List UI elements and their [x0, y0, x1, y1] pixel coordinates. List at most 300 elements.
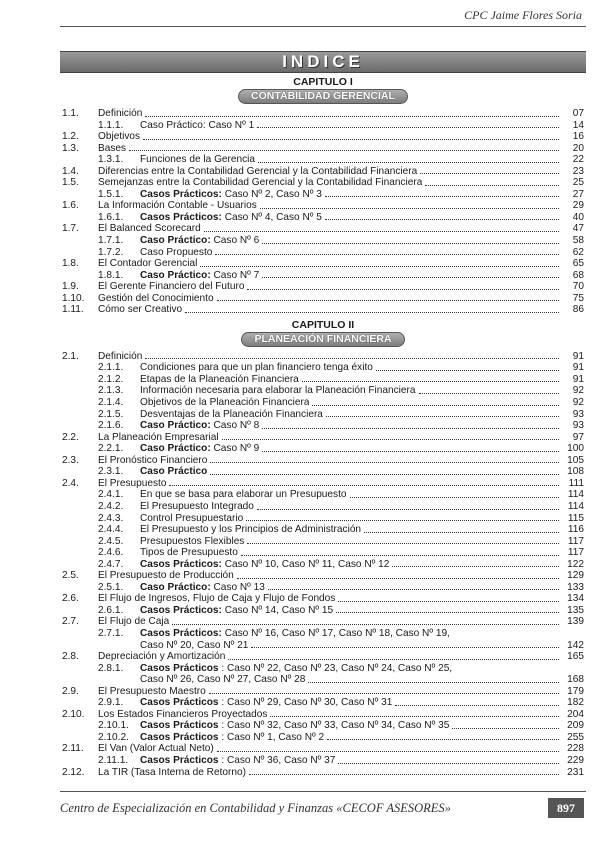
toc-entry-title	[140, 489, 347, 501]
dot-leader	[338, 763, 559, 764]
toc-entry-title-part: Caso Nº 14, Caso Nº 15	[221, 604, 334, 616]
toc-entry-number: 2.6.1.	[98, 604, 124, 616]
index-banner	[60, 51, 586, 73]
toc-entry	[62, 697, 584, 709]
dot-leader	[204, 231, 559, 232]
toc-entry-title	[140, 362, 373, 374]
toc-entry	[62, 570, 584, 582]
toc-entry-title-part: Caso Nº 13	[210, 581, 265, 593]
toc-entry-page: 116	[567, 524, 584, 536]
toc-entry-title-part: Condiciones para que un plan financiero tenga éxito	[140, 362, 373, 374]
toc-entry-continuation-text: Caso Nº 26, Caso Nº 27, Caso Nº 28	[140, 674, 306, 686]
dot-leader	[260, 208, 559, 209]
toc-entry-title-part: : Caso Nº 1, Caso Nº 2	[218, 731, 325, 743]
toc-entry-title	[140, 755, 335, 767]
toc-entry-page: 20	[572, 142, 584, 154]
dot-leader	[302, 381, 559, 382]
toc-entry-number: 2.3.1.	[98, 466, 124, 478]
toc-entry	[62, 686, 584, 698]
toc-entry-page: 25	[572, 177, 584, 189]
toc-entry-title-part: Información necesaria para elaborar la Planeación Financiera	[140, 385, 416, 397]
toc-entry	[62, 616, 584, 628]
toc-entry	[62, 651, 584, 663]
toc-entry-title	[98, 709, 267, 721]
toc-entry-title	[140, 385, 416, 397]
toc-entry	[62, 605, 584, 617]
toc-entry-title	[98, 478, 166, 490]
toc-entry-title	[140, 420, 259, 432]
toc-entry-page: 139	[567, 616, 584, 628]
chapter-2-title: PLANEACIÓN FINANCIERA	[241, 332, 404, 347]
toc-entry-page: 135	[567, 604, 584, 616]
toc-entry-number: 2.1.4.	[98, 397, 124, 409]
toc-entry-title	[98, 293, 214, 305]
toc-entry-title	[140, 247, 212, 259]
toc-entry	[62, 374, 584, 386]
dot-leader	[258, 162, 559, 163]
toc-entry-page: 111	[568, 477, 584, 489]
dot-leader	[228, 659, 559, 660]
toc-entry	[62, 709, 584, 721]
toc-entry-number: 2.8.1.	[98, 662, 124, 674]
toc-entry	[62, 293, 584, 305]
toc-entry-page: 47	[572, 223, 584, 235]
toc-entry	[62, 478, 584, 490]
toc-entry-title	[98, 570, 234, 582]
toc-entry-number: 2.4.3.	[98, 512, 124, 524]
dot-leader	[237, 578, 559, 579]
chapter-2-label: CAPITULO II	[291, 318, 355, 331]
toc-entry	[62, 743, 584, 755]
toc-entry	[62, 120, 584, 132]
dot-leader	[395, 705, 559, 706]
toc-entry-title	[98, 166, 417, 178]
toc-entry	[62, 720, 584, 732]
toc-entry-continuation	[62, 674, 584, 686]
toc-entry-page: 91	[572, 350, 584, 362]
toc-entry-title-part: Caso Nº 2, Caso Nº 3	[221, 188, 322, 200]
toc-entry-title-part: Objetivos	[98, 131, 141, 143]
toc-entry-page: 133	[567, 581, 584, 593]
toc-entry-title-part: Casos Prácticos:	[140, 558, 222, 570]
toc-entry-number: 2.1.1.	[98, 362, 124, 374]
dot-leader	[326, 416, 559, 417]
toc-entry-page: 142	[567, 639, 584, 651]
toc-entry-title-part: Caso Nº 16, Caso Nº 17, Caso Nº 18, Caso Nº 19,	[221, 627, 450, 639]
toc-entry-title	[140, 547, 238, 559]
toc-entry-page: 27	[572, 188, 584, 200]
toc-entry-number: 2.9.	[62, 685, 79, 697]
toc-entry	[62, 593, 584, 605]
toc-entry	[62, 189, 584, 201]
toc-entry	[62, 351, 584, 363]
toc-entry-title	[140, 524, 361, 536]
toc-entry-number: 1.8.	[62, 258, 79, 270]
dot-leader	[217, 300, 559, 301]
dot-leader	[308, 682, 559, 683]
toc-entry-title-part: El Presupuesto	[98, 477, 167, 489]
toc-entry-page: 91	[572, 362, 584, 374]
toc-entry-page: 22	[572, 154, 584, 166]
toc-entry-title	[98, 686, 206, 698]
toc-entry-title-part: Caso Nº 7	[210, 269, 260, 281]
toc-entry-title	[98, 651, 225, 663]
dot-leader	[312, 405, 559, 406]
toc-content	[62, 76, 584, 778]
toc-entry	[62, 397, 584, 409]
dot-leader	[222, 439, 559, 440]
toc-entry-page: 231	[567, 766, 584, 778]
toc-entry-title-part: El Gerente Financiero del Futuro	[98, 281, 245, 293]
toc-entry-title	[140, 374, 299, 386]
toc-entry	[62, 432, 584, 444]
toc-entry-page: 165	[567, 651, 584, 663]
toc-entry-number: 1.1.1.	[98, 119, 124, 131]
toc-entry-title-part: Diferencias entre la Contabilidad Gerencial y la Contabilidad Financiera	[98, 165, 418, 177]
toc-entry	[62, 409, 584, 421]
toc-entry-page: 91	[572, 373, 584, 385]
toc-entry-page: 255	[567, 731, 584, 743]
dot-leader	[215, 254, 559, 255]
toc-entry-title	[140, 513, 243, 525]
toc-entry-page: 07	[572, 108, 584, 119]
toc-entry-title	[98, 304, 182, 316]
dot-leader	[217, 751, 559, 752]
toc-entry-title-part: Definición	[98, 350, 143, 362]
toc-entry-page: 70	[572, 281, 584, 293]
toc-entry-title-part: Casos Prácticos	[140, 662, 219, 674]
toc-entry	[62, 732, 584, 744]
toc-entry-title	[140, 605, 333, 617]
toc-entry-title-part: El Flujo de Ingresos, Flujo de Caja y Flujo de Fondos	[98, 593, 336, 605]
toc-entry-title	[98, 351, 142, 363]
toc-entry-title-part: Presupuestos Flexibles	[140, 535, 245, 547]
dot-leader	[247, 289, 559, 290]
toc-entry	[62, 258, 584, 270]
toc-entry-number: 1.6.	[62, 200, 79, 212]
toc-entry	[62, 154, 584, 166]
toc-entry-page: 68	[572, 269, 584, 281]
toc-entry-title-part: El Presupuesto Maestro	[98, 685, 206, 697]
toc-entry-continuation-text: Caso Nº 20, Caso Nº 21	[140, 639, 249, 651]
toc-entry	[62, 628, 584, 640]
toc-entry-title-part: Bases	[98, 142, 127, 154]
toc-entry-title-part: Caso Práctico: Caso Nº 1	[140, 119, 255, 131]
toc-entry-number: 2.2.1.	[98, 443, 124, 455]
toc-entry-title-part: Casos Prácticos:	[140, 627, 222, 639]
toc-entry-number: 1.4.	[62, 165, 79, 177]
toc-entry-page: 93	[572, 420, 584, 432]
toc-entry	[62, 767, 584, 779]
toc-entry-title-part: Caso Propuesto	[140, 246, 213, 258]
toc-entry-page: 182	[567, 697, 584, 709]
toc-entry-title-part: Funciones de la Gerencia	[140, 154, 256, 166]
dot-leader	[169, 485, 559, 486]
toc-entry-title	[98, 177, 422, 189]
toc-entry-title	[140, 501, 254, 513]
toc-entry-title	[140, 466, 207, 478]
dot-leader	[262, 243, 559, 244]
toc-entry	[62, 143, 584, 155]
toc-entry-title-part: Caso Práctico:	[140, 443, 211, 455]
toc-entry-title	[140, 409, 323, 421]
dot-leader	[338, 601, 559, 602]
dot-leader	[425, 185, 559, 186]
toc-entry-title	[140, 189, 322, 201]
toc-entry-title	[98, 593, 335, 605]
dot-leader	[262, 451, 559, 452]
toc-entry-title-part: Cómo ser Creativo	[98, 304, 183, 316]
toc-entry-title-part: La Planeación Empresarial	[98, 431, 219, 443]
toc-entry-title	[140, 212, 322, 224]
toc-entry	[62, 455, 584, 467]
chapter-2-title-wrap	[62, 332, 584, 347]
dot-leader	[325, 196, 559, 197]
toc-entry-title-part: Caso Práctico:	[140, 581, 211, 593]
toc-entry-page: 92	[572, 385, 584, 397]
toc-entry-title	[140, 732, 324, 744]
chapter-1-label: CAPITULO I	[293, 76, 353, 88]
toc-entry	[62, 466, 584, 478]
toc-entry-page: 209	[567, 720, 584, 732]
toc-entry	[62, 235, 584, 247]
toc-entry-number: 2.7.1.	[98, 627, 124, 639]
toc-entry-title	[98, 616, 169, 628]
toc-entry-title-part: Caso Nº 4, Caso Nº 5	[221, 211, 322, 223]
toc-entry-title	[98, 131, 140, 143]
toc-entry-number: 2.1.6.	[98, 420, 124, 432]
toc-entry	[62, 223, 584, 235]
toc-entry-title	[98, 432, 219, 444]
dot-leader	[392, 566, 559, 567]
toc-entry-title	[140, 443, 259, 455]
toc-entry-number: 2.7.	[62, 616, 79, 628]
toc-entry-number: 1.5.	[62, 177, 79, 189]
toc-entry-number: 1.3.1.	[98, 154, 124, 166]
toc-entry-title-part: Caso Práctico:	[140, 269, 211, 281]
toc-entry-title-part: Caso Práctico:	[140, 420, 211, 432]
dot-leader	[268, 589, 559, 590]
toc-entry-continuation	[62, 640, 584, 652]
toc-entry-page: 92	[572, 397, 584, 409]
dot-leader	[251, 647, 559, 648]
toc-entry-title	[140, 235, 259, 247]
toc-entry-number: 1.8.1.	[98, 269, 124, 281]
toc-entry-title-part: Casos Prácticos	[140, 731, 219, 743]
toc-entry-page: 117	[567, 547, 584, 559]
chapter-1-title-wrap	[62, 89, 584, 104]
dot-leader	[145, 358, 559, 359]
toc-entry-title	[98, 143, 126, 155]
toc-entry-page: 65	[572, 258, 584, 270]
toc-entry	[62, 443, 584, 455]
toc-entry-title-part: Caso Nº 9	[210, 443, 260, 455]
toc-entry-title	[140, 559, 389, 571]
toc-entry-title-part: La TIR (Tasa Interna de Retorno)	[98, 766, 246, 778]
chapter-1-title: CONTABILIDAD GERENCIAL	[238, 89, 408, 104]
toc-entry-title-part: : Caso Nº 36, Caso Nº 37	[218, 754, 336, 766]
toc-entry-page: 122	[567, 558, 584, 570]
toc-entry-page: 40	[572, 211, 584, 223]
toc-entry-title	[98, 281, 244, 293]
toc-entry-title-part: El Balanced Scorecard	[98, 223, 201, 235]
dot-leader	[209, 693, 559, 694]
dot-leader	[143, 139, 559, 140]
toc-entry-title-part: Caso Nº 6	[210, 235, 260, 247]
toc-entry-title-part: Control Presupuestario	[140, 512, 244, 524]
dot-leader	[129, 150, 559, 151]
toc-entry-number: 1.9.	[62, 281, 79, 293]
toc-entry-number: 2.2.	[62, 431, 79, 443]
toc-entry-number: 2.4.1.	[98, 489, 124, 501]
toc-entry-title-part: Definición	[98, 108, 143, 119]
dot-leader	[210, 474, 559, 475]
toc-entry-title-part: Caso Práctico:	[140, 235, 211, 247]
dot-leader	[172, 624, 559, 625]
toc-entry-page: 168	[567, 674, 584, 686]
toc-entry-number: 2.1.	[62, 350, 79, 362]
toc-entry-title-part: : Caso Nº 22, Caso Nº 23, Caso Nº 24, Caso Nº 25,	[218, 662, 453, 674]
toc-entry-title	[98, 767, 246, 779]
toc-entry-title-part: Caso Práctico	[140, 466, 208, 478]
toc-entry-page: 117	[567, 535, 584, 547]
toc-entry-page: 115	[567, 512, 584, 524]
toc-entry-page: 97	[572, 431, 584, 443]
toc-entry-title-part: El Van (Valor Actual Neto)	[98, 743, 214, 755]
dot-leader	[327, 739, 559, 740]
toc-entry-title-part: El Flujo de Caja	[98, 616, 170, 628]
dot-leader	[325, 219, 559, 220]
toc-entry	[62, 362, 584, 374]
toc-entry-title-part: Caso Nº 10, Caso Nº 11, Caso Nº 12	[221, 558, 390, 570]
toc-entry-number: 2.9.1.	[98, 697, 124, 709]
toc-entry-title-part: Etapas de la Planeación Financiera	[140, 373, 299, 385]
toc-entry-title-part: La Información Contable - Usuarios	[98, 200, 257, 212]
toc-entry-title-part: El Pronóstico Financiero	[98, 454, 208, 466]
dot-leader	[364, 532, 559, 533]
toc-entry-title-part: Depreciación y Amortización	[98, 651, 226, 663]
toc-entry-page: 100	[567, 443, 584, 455]
dot-leader	[336, 612, 559, 613]
toc-entry-title-part: Casos Prácticos:	[140, 211, 222, 223]
toc-entry-number: 1.7.2.	[98, 246, 124, 258]
dot-leader	[185, 312, 559, 313]
header-author: CPC Jaime Flores Soria	[464, 8, 582, 22]
toc-entry-title-part: Los Estados Financieros Proyectados	[98, 708, 268, 720]
toc-entry-number: 2.4.5.	[98, 535, 124, 547]
dot-leader	[210, 462, 559, 463]
toc-entry	[62, 501, 584, 513]
toc-entry-number: 1.3.	[62, 142, 79, 154]
toc-entry	[62, 420, 584, 432]
toc-entry-title	[98, 258, 197, 270]
toc-entry-title	[140, 663, 452, 675]
toc-entry-title	[98, 223, 201, 235]
toc-entry	[62, 663, 584, 675]
toc-entry	[62, 755, 584, 767]
dot-leader	[241, 555, 559, 556]
toc-entry-page: 29	[572, 200, 584, 212]
toc-entry-page: 228	[567, 743, 584, 755]
toc-entry	[62, 108, 584, 120]
dot-leader	[257, 127, 559, 128]
toc-entry-title	[140, 270, 259, 282]
dot-leader	[257, 509, 559, 510]
dot-leader	[249, 774, 559, 775]
toc-entry-page: 105	[567, 454, 584, 466]
toc-entry-page: 86	[572, 304, 584, 316]
toc-entry-title-part: Casos Prácticos	[140, 697, 219, 709]
toc-entry	[62, 200, 584, 212]
toc-entry-title-part: Caso Nº 8	[210, 420, 260, 432]
toc-entry-title-part: : Caso Nº 32, Caso Nº 33, Caso Nº 34, Caso Nº 35	[218, 720, 450, 732]
toc-entry-page: 93	[572, 408, 584, 420]
toc-entry-title-part: Casos Prácticos:	[140, 188, 222, 200]
header-rule	[60, 26, 586, 27]
toc-entry-title-part: Semejanzas entre la Contabilidad Gerencial y la Contabilidad Financiera	[98, 177, 423, 189]
toc-entry-title-part: En que se basa para elaborar un Presupuesto	[140, 489, 347, 501]
toc-entry	[62, 559, 584, 571]
toc-entry-number: 1.11.	[62, 304, 84, 316]
toc-entry-number: 2.4.7.	[98, 558, 124, 570]
page-number: 897	[548, 798, 584, 818]
dot-leader	[262, 428, 559, 429]
dot-leader	[270, 716, 559, 717]
toc-entry-title-part: El Presupuesto y los Principios de Administración	[140, 524, 362, 536]
toc-entry	[62, 582, 584, 594]
toc-entry-number: 2.12.	[62, 766, 85, 778]
toc-entry-title	[140, 536, 244, 548]
toc-entry-title-part: Casos Prácticos	[140, 754, 219, 766]
toc-entry-page: 114	[567, 489, 584, 501]
toc-entry-number: 2.11.	[62, 743, 84, 755]
footer-text: Centro de Especialización en Contabilidad y Finanzas «CECOF ASESORES»	[60, 801, 451, 815]
toc-entry-number: 2.4.	[62, 477, 79, 489]
toc-entry	[62, 281, 584, 293]
toc-entry-number: 2.11.1.	[98, 754, 129, 766]
toc-entry	[62, 166, 584, 178]
toc-entry	[62, 489, 584, 501]
toc-entry-title-part: El Contador Gerencial	[98, 258, 198, 270]
dot-leader	[350, 497, 559, 498]
toc-entry	[62, 131, 584, 143]
toc-entry-number: 1.2.	[62, 131, 79, 143]
footer-rule	[60, 791, 586, 792]
toc-entry-page: 58	[572, 235, 584, 247]
toc-entry-number: 2.4.2.	[98, 500, 124, 512]
toc-entry-title	[140, 154, 255, 166]
dot-leader	[145, 116, 559, 117]
toc-entry-title-part: El Presupuesto Integrado	[140, 500, 254, 512]
toc-entry-title-part: El Presupuesto de Producción	[98, 570, 234, 582]
dot-leader	[452, 728, 559, 729]
toc-entry-page: 75	[572, 292, 584, 304]
toc-entry-page: 179	[567, 685, 584, 697]
toc-entry	[62, 270, 584, 282]
toc-entry-title	[98, 455, 207, 467]
toc-entry-title	[140, 697, 392, 709]
toc-entry-title-part: Tipos de Presupuesto	[140, 547, 238, 559]
toc-entry-title	[140, 582, 265, 594]
toc-entry	[62, 247, 584, 259]
toc-entry	[62, 212, 584, 224]
toc-entry-page: 129	[567, 570, 584, 582]
toc-entry-page: 62	[572, 246, 584, 258]
toc-entry-page: 14	[572, 119, 584, 131]
toc-entry-number: 2.1.2.	[98, 373, 124, 385]
toc-entry	[62, 177, 584, 189]
toc-entry-number: 2.10.2.	[98, 731, 129, 743]
